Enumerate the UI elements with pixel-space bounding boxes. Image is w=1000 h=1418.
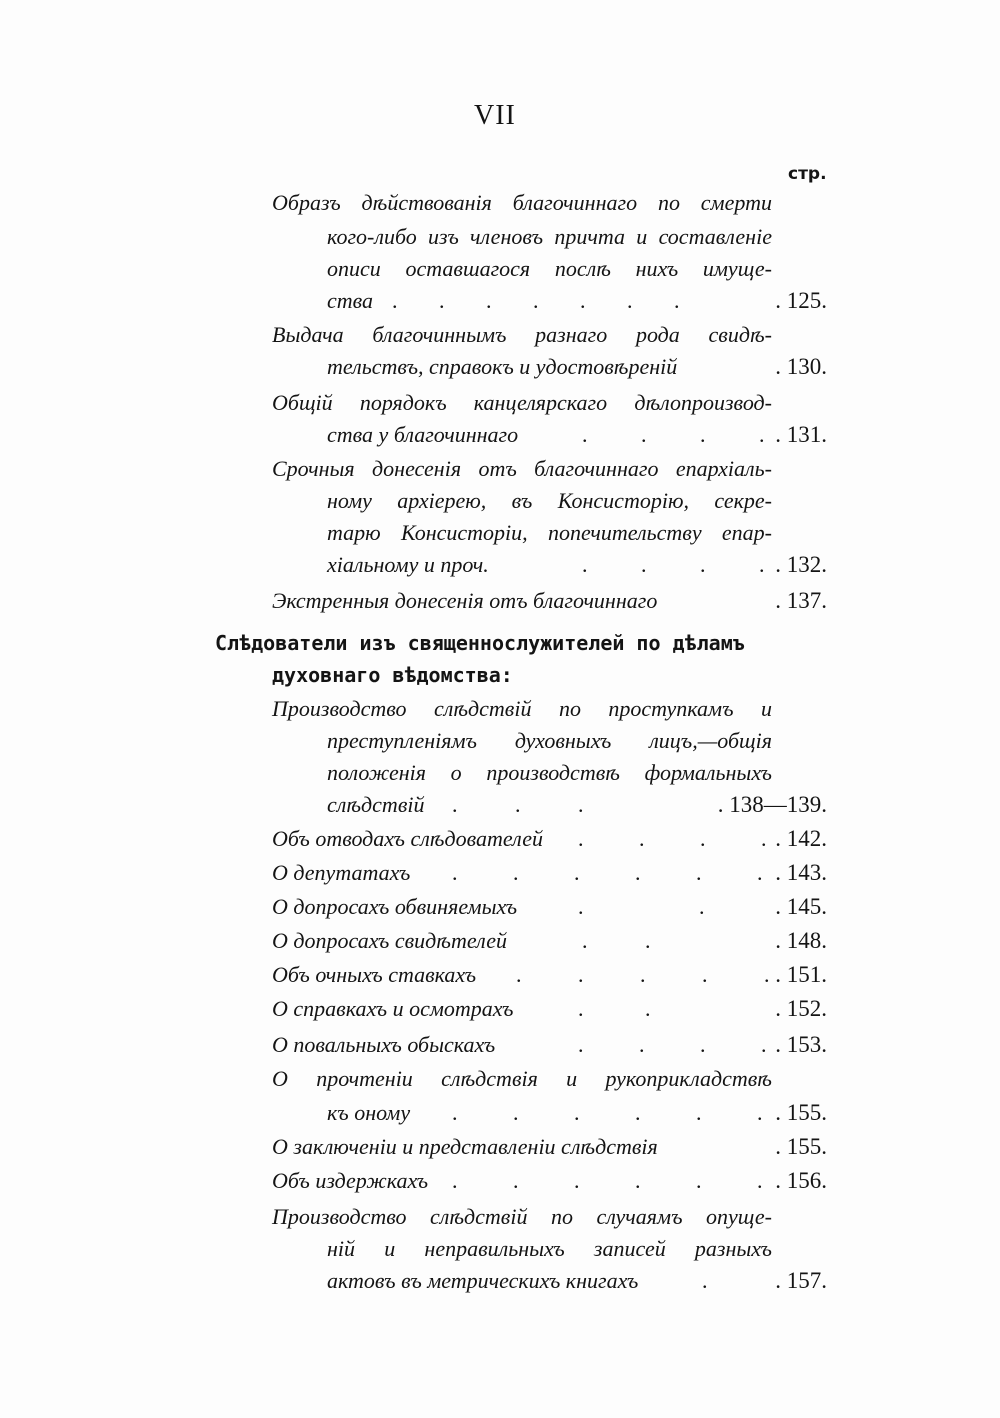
- toc-line: [0, 1264, 1000, 1298]
- word: епар-: [721, 520, 772, 545]
- word: секре-: [714, 488, 772, 513]
- word: и: [566, 1066, 578, 1091]
- toc-entry-text: О депутатахъ: [272, 860, 411, 885]
- word: Образъ: [272, 190, 341, 215]
- toc-line: [0, 350, 1000, 384]
- word: прочтеніи: [316, 1066, 413, 1091]
- toc-entry-text: Экстренныя донесенія отъ благочиннаго: [272, 588, 658, 613]
- word: дѣлопроизвод-: [634, 390, 772, 415]
- toc-line: [0, 1096, 1000, 1130]
- word: порядокъ: [359, 390, 447, 415]
- toc-leader-dots: . .: [582, 928, 651, 953]
- word: и: [760, 696, 772, 721]
- toc-page-number: . 145.: [775, 894, 827, 919]
- toc-leader-dots: . . . . . .: [452, 1168, 763, 1193]
- toc-leader-dots: . .: [578, 996, 651, 1021]
- toc-entry-text: [327, 1232, 772, 1266]
- toc-entry-text: О допросахъ свидѣтелей: [272, 928, 507, 953]
- word: Общій: [272, 390, 333, 415]
- word: духовныхъ: [514, 728, 612, 753]
- toc-entry-text: [272, 452, 772, 486]
- toc-leader-dots: . . . .: [582, 422, 765, 447]
- toc-leader-dots: . . . .: [582, 552, 765, 577]
- toc-leader-dots: . . . .: [578, 1032, 767, 1057]
- toc-line: [0, 958, 1000, 992]
- word: имуще-: [702, 256, 772, 281]
- toc-page-number: . 155.: [775, 1134, 827, 1159]
- word: о: [450, 760, 462, 785]
- toc-leader-dots: .: [702, 1268, 708, 1293]
- toc-entry-text: актовъ въ метрическихъ книгахъ: [327, 1268, 639, 1293]
- word: попечительству: [547, 520, 702, 545]
- toc-line: [0, 418, 1000, 452]
- toc-line: [0, 692, 1000, 726]
- toc-line: [0, 484, 1000, 518]
- toc-line: [0, 386, 1000, 420]
- toc-line: [0, 1200, 1000, 1234]
- word: разныхъ: [694, 1236, 772, 1261]
- word: причта: [554, 224, 625, 249]
- toc-leader-dots: . . . . . .: [452, 1100, 763, 1125]
- word: и: [384, 1236, 396, 1261]
- word: въ: [511, 488, 533, 513]
- word: положенія: [327, 760, 426, 785]
- toc-line: [0, 284, 1000, 318]
- word: случаямъ: [596, 1204, 683, 1229]
- word: свидѣ-: [708, 322, 772, 347]
- word: проступкамъ: [608, 696, 734, 721]
- toc-leader-dots: . . .: [452, 792, 584, 817]
- word: по: [558, 696, 581, 721]
- toc-page-number: . 153.: [775, 1032, 827, 1057]
- word: производствѣ: [486, 760, 620, 785]
- word: кого-либо: [327, 224, 417, 249]
- word: донесенія: [372, 456, 462, 481]
- toc-page-number: . 152.: [775, 996, 827, 1021]
- word: отъ: [478, 456, 517, 481]
- word: Консисторію,: [557, 488, 689, 513]
- toc-entry-text: [272, 1200, 772, 1234]
- toc-page-number: . 137.: [775, 588, 827, 613]
- toc-entry-text: [327, 220, 772, 254]
- word: канцелярскаго: [473, 390, 608, 415]
- toc-line: [0, 1028, 1000, 1062]
- toc-page-number: . 151.: [775, 962, 827, 987]
- toc-line: [0, 890, 1000, 924]
- toc-line: [0, 548, 1000, 582]
- toc-entry-text: [272, 318, 772, 352]
- word: преступленіямъ: [327, 728, 477, 753]
- toc-line: [0, 924, 1000, 958]
- word: Производство: [272, 696, 407, 721]
- word: по: [550, 1204, 573, 1229]
- toc-page-number: . 130.: [775, 354, 827, 379]
- toc-page-number: . 131.: [775, 422, 827, 447]
- word: изъ: [428, 224, 459, 249]
- word: Производство: [272, 1204, 407, 1229]
- toc-line: [0, 788, 1000, 822]
- word: О: [272, 1066, 288, 1091]
- toc-entry-text: слѣдствій: [327, 792, 425, 817]
- word: благочиннаго: [512, 190, 638, 215]
- word: Консисторіи,: [400, 520, 528, 545]
- toc-page-number: . 125.: [775, 288, 827, 313]
- toc-line: [0, 252, 1000, 286]
- toc-line: [0, 1062, 1000, 1096]
- toc-entry-text: [327, 756, 772, 790]
- word: слѣдствія: [441, 1066, 538, 1091]
- toc-entry-text: хіальному и проч.: [327, 552, 489, 577]
- section-heading: духовнаго вѣдомства:: [272, 663, 513, 687]
- toc-entry-text: О допросахъ обвиняемыхъ: [272, 894, 518, 919]
- toc-entry-text: [272, 1062, 772, 1096]
- word: рукоприкладствѣ: [605, 1066, 772, 1091]
- toc-line: [0, 1164, 1000, 1198]
- word: формальныхъ: [644, 760, 772, 785]
- word: рода: [635, 322, 680, 347]
- toc-entry-text: Объ отводахъ слѣдователей: [272, 826, 544, 851]
- toc-entry-text: Объ издержкахъ: [272, 1168, 429, 1193]
- toc-line: [0, 724, 1000, 758]
- word: слѣдствій: [429, 1204, 528, 1229]
- toc-line: [0, 1232, 1000, 1266]
- word: смерти: [700, 190, 772, 215]
- toc-entry-text: Объ очныхъ ставкахъ: [272, 962, 477, 987]
- toc-line: [0, 452, 1000, 486]
- toc-leader-dots: . . . . .: [516, 962, 770, 987]
- word: послѣ: [554, 256, 611, 281]
- toc-leader-dots: . . . . . .: [452, 860, 763, 885]
- word: составленіе: [658, 224, 772, 249]
- toc-line: [0, 318, 1000, 352]
- toc-page-number: . 157.: [775, 1268, 827, 1293]
- toc-line: [0, 584, 1000, 618]
- word: описи: [327, 256, 381, 281]
- toc-page-number: . 142.: [775, 826, 827, 851]
- toc-page-number: . 143.: [775, 860, 827, 885]
- word: архіерею,: [397, 488, 487, 513]
- word: благочиннымъ: [372, 322, 507, 347]
- toc-line: [0, 992, 1000, 1026]
- toc-page-number: . 132.: [775, 552, 827, 577]
- word: слѣдствій: [433, 696, 532, 721]
- word: записей: [593, 1236, 666, 1261]
- word: благочиннаго: [534, 456, 659, 481]
- toc-page-number: . 155.: [775, 1100, 827, 1125]
- word: опуще-: [705, 1204, 772, 1229]
- toc-entry-text: [327, 724, 772, 758]
- toc-leader-dots: . . . .: [578, 826, 767, 851]
- word: оставшагося: [405, 256, 531, 281]
- toc-line: [0, 516, 1000, 550]
- word: нихъ: [635, 256, 679, 281]
- toc-page-number: . 148.: [775, 928, 827, 953]
- toc-line: [0, 220, 1000, 254]
- word: тарю: [327, 520, 381, 545]
- word: ному: [327, 488, 372, 513]
- toc-entry-text: О заключеніи и представленіи слѣдствія: [272, 1134, 658, 1159]
- toc-entry-text: къ оному: [327, 1100, 411, 1125]
- word: Срочныя: [272, 456, 355, 481]
- toc-entry-text: тельствъ, справокъ и удостовѣреній: [327, 354, 678, 379]
- word: неправильныхъ: [424, 1236, 565, 1261]
- toc-page-number: . 156.: [775, 1168, 827, 1193]
- toc-entry-text: [327, 484, 772, 518]
- toc-entry-text: ства: [327, 288, 374, 313]
- toc-line: [0, 186, 1000, 220]
- toc-entry-text: О повальныхъ обыскахъ: [272, 1032, 496, 1057]
- toc-entry-text: [327, 252, 772, 286]
- word: и: [636, 224, 648, 249]
- toc-line: [0, 856, 1000, 890]
- word: разнаго: [535, 322, 608, 347]
- toc-leader-dots: . .: [578, 894, 705, 919]
- toc-entry-text: [327, 516, 772, 550]
- word: епархіаль-: [675, 456, 772, 481]
- toc-line: [0, 1130, 1000, 1164]
- toc-leader-dots: . . . . . . .: [392, 288, 680, 313]
- section-heading: Слѣдователи изъ священнослужителей по дѣламъ: [215, 631, 745, 655]
- word: членовъ: [470, 224, 544, 249]
- toc-entry-text: [272, 692, 772, 726]
- word: ній: [327, 1236, 356, 1261]
- toc-entry-text: [272, 186, 772, 220]
- toc-entry-text: О справкахъ и осмотрахъ: [272, 996, 514, 1021]
- word: лицъ,—общія: [649, 728, 772, 753]
- word: дѣйствованія: [361, 190, 492, 215]
- page-number: VII: [474, 100, 516, 131]
- word: по: [657, 190, 680, 215]
- page-column-label: стр.: [788, 164, 827, 184]
- toc-line: [0, 756, 1000, 790]
- toc-page-number: . 138—139.: [717, 792, 827, 817]
- toc-line: [0, 822, 1000, 856]
- toc-entry-text: ства у благочиннаго: [327, 422, 519, 447]
- word: Выдача: [272, 322, 344, 347]
- toc-entry-text: [272, 386, 772, 420]
